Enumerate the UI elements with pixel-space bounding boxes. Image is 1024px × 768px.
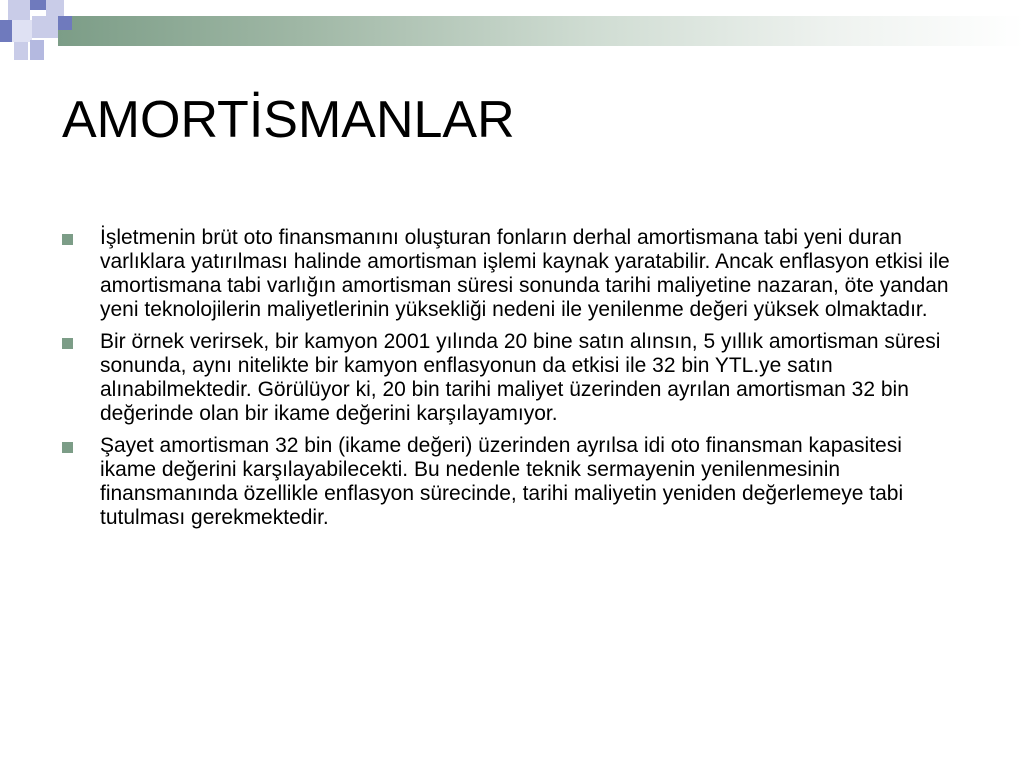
bullet-list — [62, 226, 962, 538]
decorative-square — [46, 0, 64, 16]
bullet-item — [62, 330, 962, 426]
top-gradient-band — [58, 16, 1024, 46]
decorative-square — [0, 20, 12, 42]
square-bullet-icon — [62, 442, 73, 453]
decorative-square — [30, 40, 44, 60]
decorative-square — [58, 16, 72, 30]
bullet-text: İşletmenin brüt oto finansmanını oluşturan fonların derhal amortismana tabi yeni duran varlıklara yatırılması halinde amortisman işlemi kaynak yaratabilir. Ancak enflasyon etkisi ile amortismana tabi varlığın amortisman süresi sonunda tarihi maliyetine nazaran, öte yandan yeni teknolojilerin maliyetlerinin yüksekliği nedeni ile yenilenme değeri yüksek olmaktadır. — [100, 226, 950, 321]
square-bullet-icon — [62, 234, 73, 245]
decorative-square — [14, 42, 28, 60]
decorative-square — [8, 0, 30, 20]
decorative-square — [30, 0, 46, 10]
decorative-square — [32, 16, 58, 38]
bullet-item — [62, 434, 962, 530]
square-bullet-icon — [62, 338, 73, 349]
slide-title: AMORTİSMANLAR — [62, 91, 515, 149]
decorative-square — [12, 20, 32, 42]
bullet-text: Bir örnek verirsek, bir kamyon 2001 yılında 20 bine satın alınsın, 5 yıllık amortisman süresi sonunda, aynı nitelikte bir kamyon enflasyonun da etkisi ile 32 bin YTL.ye satın alınabilmektedir. Görülüyor ki, 20 bin tarihi maliyet üzerinden ayrılan amortisman 32 bin değerinde olan bir ikame değerini karşılayamıyor. — [100, 330, 941, 425]
bullet-text: Şayet amortisman 32 bin (ikame değeri) üzerinden ayrılsa idi oto finansman kapasitesi ikame değerini karşılayabilecekti. Bu nedenle teknik sermayenin yenilenmesinin finansmanında özellikle enflasyon sürecinde, tarihi maliyetin yeniden değerlemeye tabi tutulması gerekmektedir. — [100, 434, 904, 529]
bullet-item — [62, 226, 962, 322]
